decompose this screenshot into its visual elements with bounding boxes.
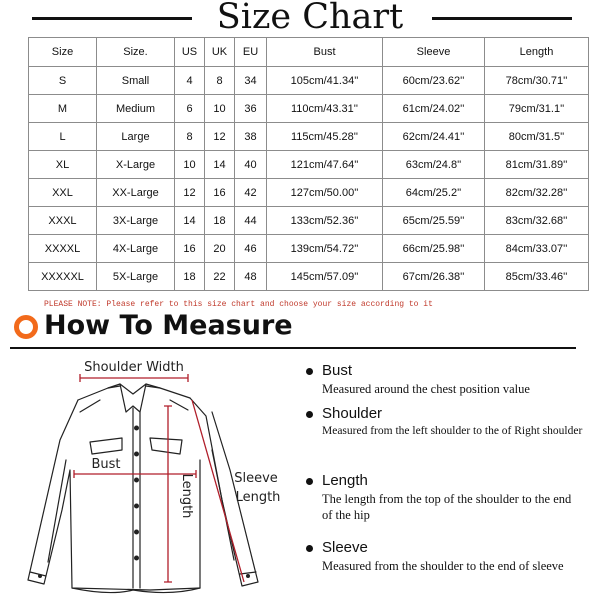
sleeve-label-line2: Length — [235, 490, 281, 505]
table-cell: 12 — [205, 123, 235, 151]
table-cell: 20 — [205, 235, 235, 263]
table-cell: 66cm/25.98'' — [383, 235, 485, 263]
column-header-uk: UK — [205, 38, 235, 67]
table-cell: 65cm/25.59'' — [383, 207, 485, 235]
table-cell: 12 — [175, 179, 205, 207]
table-cell: 10 — [205, 95, 235, 123]
table-row — [29, 235, 589, 263]
table-cell: 34 — [235, 67, 267, 95]
legend-title: Bust — [322, 362, 353, 379]
table-cell: 48 — [235, 263, 267, 291]
table-cell: 127cm/50.00'' — [267, 179, 383, 207]
table-cell: 16 — [175, 235, 205, 263]
table-cell: 5X-Large — [97, 263, 175, 291]
legend-title: Sleeve — [322, 539, 368, 556]
table-cell: L — [29, 123, 97, 151]
table-cell: 14 — [205, 151, 235, 179]
table-cell: 8 — [175, 123, 205, 151]
table-cell: 60cm/23.62'' — [383, 67, 485, 95]
table-cell: 62cm/24.41'' — [383, 123, 485, 151]
table-cell: XXXL — [29, 207, 97, 235]
table-row — [29, 151, 589, 179]
table-cell: 63cm/24.8'' — [383, 151, 485, 179]
table-cell: 6 — [175, 95, 205, 123]
table-cell: 105cm/41.34'' — [267, 67, 383, 95]
table-cell: 14 — [175, 207, 205, 235]
shoulder-width-label: Shoulder Width — [84, 360, 184, 375]
table-cell: 3X-Large — [97, 207, 175, 235]
bullet-icon — [306, 545, 313, 552]
title-rule-left — [32, 17, 192, 20]
table-cell: 145cm/57.09'' — [267, 263, 383, 291]
size-note: PLEASE NOTE: Please refer to this size chart and choose your size according to it — [44, 300, 433, 309]
table-cell: 83cm/32.68'' — [485, 207, 589, 235]
table-cell: 82cm/32.28'' — [485, 179, 589, 207]
size-chart-table — [28, 37, 589, 291]
table-cell: 115cm/45.28'' — [267, 123, 383, 151]
legend-title: Length — [322, 472, 368, 489]
table-cell: 78cm/30.71'' — [485, 67, 589, 95]
table-cell: XX-Large — [97, 179, 175, 207]
table-cell: X-Large — [97, 151, 175, 179]
table-cell: 67cm/26.38'' — [383, 263, 485, 291]
shirt-icon — [0, 350, 300, 600]
table-cell: XXXXXL — [29, 263, 97, 291]
table-cell: XXXXL — [29, 235, 97, 263]
table-cell: Small — [97, 67, 175, 95]
title-rule-right — [432, 17, 572, 20]
table-cell: XL — [29, 151, 97, 179]
table-cell: 61cm/24.02'' — [383, 95, 485, 123]
table-cell: 18 — [205, 207, 235, 235]
table-row — [29, 179, 589, 207]
table-cell: 4X-Large — [97, 235, 175, 263]
table-cell: 121cm/47.64'' — [267, 151, 383, 179]
section-divider — [10, 347, 576, 349]
column-header-size: Size — [29, 38, 97, 67]
legend-description: Measured around the chest position value — [322, 382, 530, 396]
column-header-length: Length — [485, 38, 589, 67]
table-cell: 22 — [205, 263, 235, 291]
table-row — [29, 207, 589, 235]
column-header-us: US — [175, 38, 205, 67]
table-row — [29, 95, 589, 123]
sleeve-label-line1: Sleeve — [234, 471, 278, 486]
table-cell: 81cm/31.89'' — [485, 151, 589, 179]
table-cell: 110cm/43.31'' — [267, 95, 383, 123]
table-cell: 85cm/33.46'' — [485, 263, 589, 291]
table-cell: 8 — [205, 67, 235, 95]
legend-title: Shoulder — [322, 405, 383, 422]
table-row — [29, 123, 589, 151]
table-cell: S — [29, 67, 97, 95]
orange-ring-icon — [14, 315, 38, 339]
legend-description: The length from the top of the shoulder to the end of the hip — [322, 492, 572, 522]
column-header-eu: EU — [235, 38, 267, 67]
column-header-bust: Bust — [267, 38, 383, 67]
table-cell: 10 — [175, 151, 205, 179]
table-cell: 80cm/31.5'' — [485, 123, 589, 151]
shirt-measurement-illustration — [0, 350, 300, 600]
table-cell: 46 — [235, 235, 267, 263]
table-cell: 133cm/52.36'' — [267, 207, 383, 235]
legend-description: Measured from the left shoulder to the of Right shoulder — [322, 425, 583, 437]
table-cell: 38 — [235, 123, 267, 151]
length-label: Length — [179, 473, 194, 519]
table-cell: Large — [97, 123, 175, 151]
table-row — [29, 67, 589, 95]
table-cell: 40 — [235, 151, 267, 179]
table-cell: 18 — [175, 263, 205, 291]
table-cell: 36 — [235, 95, 267, 123]
table-cell: 139cm/54.72'' — [267, 235, 383, 263]
page-title: Size Chart — [216, 0, 404, 37]
size-chart-header — [0, 0, 600, 38]
table-cell: 4 — [175, 67, 205, 95]
column-header-size-name: Size. — [97, 38, 175, 67]
bullet-icon — [306, 411, 313, 418]
table-cell: 42 — [235, 179, 267, 207]
table-cell: M — [29, 95, 97, 123]
how-to-measure-title: How To Measure — [44, 310, 293, 341]
table-header-row — [29, 38, 589, 67]
legend-description: Measured from the shoulder to the end of sleeve — [322, 559, 564, 573]
table-cell: 84cm/33.07'' — [485, 235, 589, 263]
table-cell: Medium — [97, 95, 175, 123]
bullet-icon — [306, 368, 313, 375]
bust-label: Bust — [91, 457, 121, 472]
table-cell: 44 — [235, 207, 267, 235]
table-cell: 79cm/31.1'' — [485, 95, 589, 123]
table-cell: 64cm/25.2'' — [383, 179, 485, 207]
table-row — [29, 263, 589, 291]
bullet-icon — [306, 478, 313, 485]
table-cell: 16 — [205, 179, 235, 207]
table-cell: XXL — [29, 179, 97, 207]
column-header-sleeve: Sleeve — [383, 38, 485, 67]
